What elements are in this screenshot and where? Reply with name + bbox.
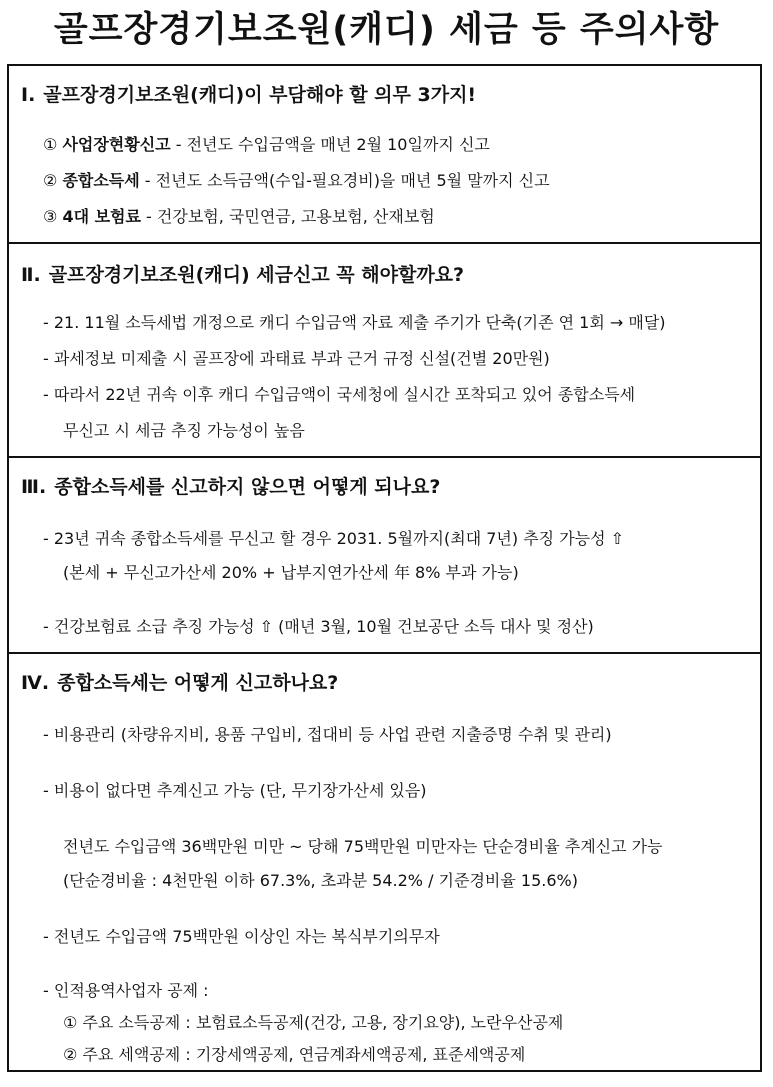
section-4-line-6: - 인적용역사업자 공제 :: [43, 981, 209, 1000]
section-2-line-1: - 21. 11월 소득세법 개정으로 캐디 수입금액 자료 제출 주기가 단축(기존 연 1회 → 매달): [43, 313, 666, 332]
duty-item-3-marker: ③: [43, 207, 58, 226]
section-3-line-2: (본세 + 무신고가산세 20% + 납부지연가산세 年 8% 부과 가능): [63, 563, 519, 582]
section-3-heading: [21, 472, 440, 499]
section-4-line-2: - 비용이 없다면 추계신고 가능 (단, 무기장가산세 있음): [43, 781, 427, 800]
section-3: [9, 456, 760, 652]
duty-item-1: [43, 134, 490, 156]
duty-item-2: [43, 170, 550, 192]
section-4: [9, 652, 760, 1070]
section-2-line-2: - 과세정보 미제출 시 골프장에 과태료 부과 근거 규정 신설(건별 20만원): [43, 349, 550, 368]
section-2: [9, 242, 760, 456]
section-1: [9, 66, 760, 242]
section-2-line-4: 무신고 시 세금 추징 가능성이 높음: [63, 421, 305, 440]
section-4-line-5: - 전년도 수입금액 75백만원 이상인 자는 복식부기의무자: [43, 927, 440, 946]
duty-item-3-text: - 건강보험, 국민연금, 고용보험, 산재보험: [140, 207, 435, 226]
duty-item-3: [43, 206, 435, 228]
section-2-heading: [21, 260, 464, 287]
section-4-title: 종합소득세는 어떻게 신고하나요?: [57, 672, 339, 694]
duty-item-1-label: 사업장현황신고: [62, 135, 171, 154]
section-3-title: 종합소득세를 신고하지 않으면 어떻게 되나요?: [54, 476, 441, 498]
duty-item-2-text: - 전년도 소득금액(수입-필요경비)을 매년 5월 말까지 신고: [139, 171, 550, 190]
section-2-title: 골프장경기보조원(캐디) 세금신고 꼭 해야할까요?: [48, 264, 465, 286]
section-1-title: 골프장경기보조원(캐디)이 부담해야 할 의무 3가지!: [43, 84, 477, 106]
section-4-line-7: ① 주요 소득공제 : 보험료소득공제(건강, 고용, 장기요양), 노란우산공제: [63, 1013, 564, 1032]
section-4-line-1: - 비용관리 (차량유지비, 용품 구입비, 접대비 등 사업 관련 지출증명 수취 및 관리): [43, 725, 612, 744]
duty-item-2-marker: ②: [43, 171, 58, 190]
section-3-number: Ⅲ.: [21, 476, 47, 498]
notice-frame: [7, 64, 762, 1072]
duty-item-3-label: 4대 보험료: [62, 207, 141, 226]
section-4-heading: [21, 668, 338, 695]
duty-item-1-text: - 전년도 수입금액을 매년 2월 10일까지 신고: [170, 135, 490, 154]
section-1-heading: [21, 80, 476, 107]
section-2-line-3: - 따라서 22년 귀속 이후 캐디 수입금액이 국세청에 실시간 포착되고 있어 종합소득세: [43, 385, 636, 404]
section-1-number: Ⅰ.: [21, 84, 36, 106]
duty-item-2-label: 종합소득세: [62, 171, 140, 190]
section-4-line-3: 전년도 수입금액 36백만원 미만 ~ 당해 75백만원 미만자는 단순경비율 추계신고 가능: [63, 837, 663, 856]
duty-item-1-marker: ①: [43, 135, 58, 154]
section-4-line-8: ② 주요 세액공제 : 기장세액공제, 연금계좌세액공제, 표준세액공제: [63, 1045, 526, 1064]
section-4-line-4: (단순경비율 : 4천만원 이하 67.3%, 초과분 54.2% / 기준경비율 15.6%): [63, 871, 578, 890]
section-3-line-1: - 23년 귀속 종합소득세를 무신고 할 경우 2031. 5월까지(최대 7년) 추징 가능성 ⇧: [43, 529, 625, 548]
section-2-number: Ⅱ.: [21, 264, 41, 286]
page-title: 골프장경기보조원(캐디) 세금 등 주의사항: [53, 10, 720, 50]
section-4-number: Ⅳ.: [21, 672, 50, 694]
section-3-line-3: - 건강보험료 소급 추징 가능성 ⇧ (매년 3월, 10월 건보공단 소득 대사 및 정산): [43, 617, 594, 636]
